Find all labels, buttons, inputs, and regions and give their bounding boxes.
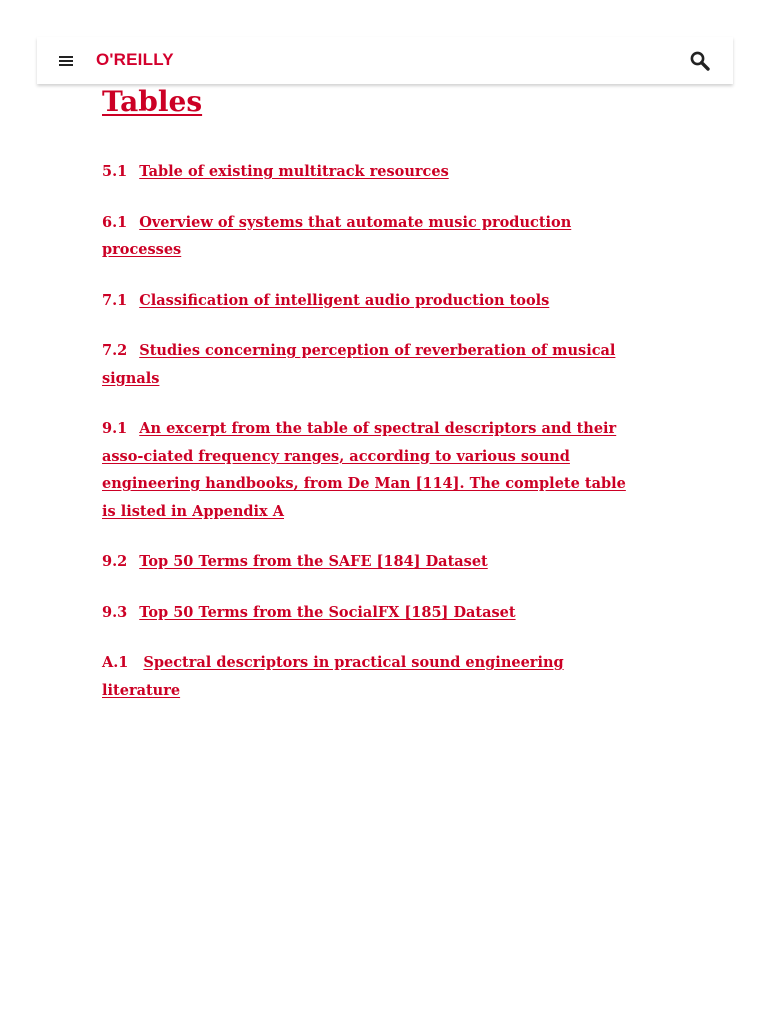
table-caption: Table of existing multitrack resources bbox=[139, 163, 449, 180]
table-number: 9.2 bbox=[102, 553, 128, 570]
main-content bbox=[102, 85, 632, 699]
table-link[interactable] bbox=[102, 604, 516, 621]
table-number: 7.2 bbox=[102, 342, 128, 359]
hamburger-menu-icon[interactable] bbox=[59, 55, 73, 67]
table-caption: Classification of intelligent audio production tools bbox=[139, 291, 550, 309]
table-link[interactable] bbox=[102, 553, 488, 570]
table-number: 9.1 bbox=[102, 420, 128, 437]
table-number: 6.1 bbox=[102, 213, 128, 231]
list-item bbox=[102, 415, 634, 525]
page-title[interactable]: Tables bbox=[102, 85, 203, 118]
table-number: A.1 bbox=[102, 654, 129, 671]
list-item bbox=[102, 209, 634, 264]
table-link[interactable] bbox=[102, 292, 549, 309]
table-link[interactable] bbox=[102, 214, 571, 259]
top-navigation-bar bbox=[37, 37, 733, 84]
list-item bbox=[102, 158, 634, 186]
table-link[interactable] bbox=[102, 342, 615, 387]
table-link[interactable] bbox=[102, 420, 626, 520]
search-icon[interactable] bbox=[689, 50, 711, 72]
menu-icon-bar bbox=[59, 60, 73, 62]
list-item bbox=[102, 599, 634, 627]
table-caption: An excerpt from the table of spectral descriptors and their asso-ciated frequency ranges, according to various sound engineering handbooks, from De Man [114]. The complete table is listed in Appendix A bbox=[102, 420, 626, 520]
table-caption: Top 50 Terms from the SocialFX [185] Dataset bbox=[139, 603, 516, 621]
table-caption: Overview of systems that automate music production processes bbox=[102, 213, 572, 258]
table-number: 7.1 bbox=[102, 291, 128, 309]
table-caption: Top 50 Terms from the SAFE [184] Dataset bbox=[139, 553, 488, 570]
oreilly-logo[interactable]: O'REILLY bbox=[96, 50, 174, 69]
table-caption: Spectral descriptors in practical sound engineering literature bbox=[102, 654, 564, 699]
table-link[interactable] bbox=[102, 654, 564, 699]
tables-list bbox=[102, 158, 634, 727]
list-item bbox=[102, 337, 634, 392]
menu-icon-bar bbox=[59, 56, 73, 58]
table-link[interactable] bbox=[102, 163, 449, 180]
search-icon-glyph bbox=[689, 50, 711, 72]
table-caption: Studies concerning perception of reverberation of musical signals bbox=[102, 342, 616, 387]
list-item bbox=[102, 287, 634, 315]
list-item bbox=[102, 649, 634, 704]
table-number: 9.3 bbox=[102, 603, 128, 621]
table-number: 5.1 bbox=[102, 163, 128, 180]
list-item bbox=[102, 548, 634, 576]
menu-icon-bar bbox=[59, 64, 73, 66]
